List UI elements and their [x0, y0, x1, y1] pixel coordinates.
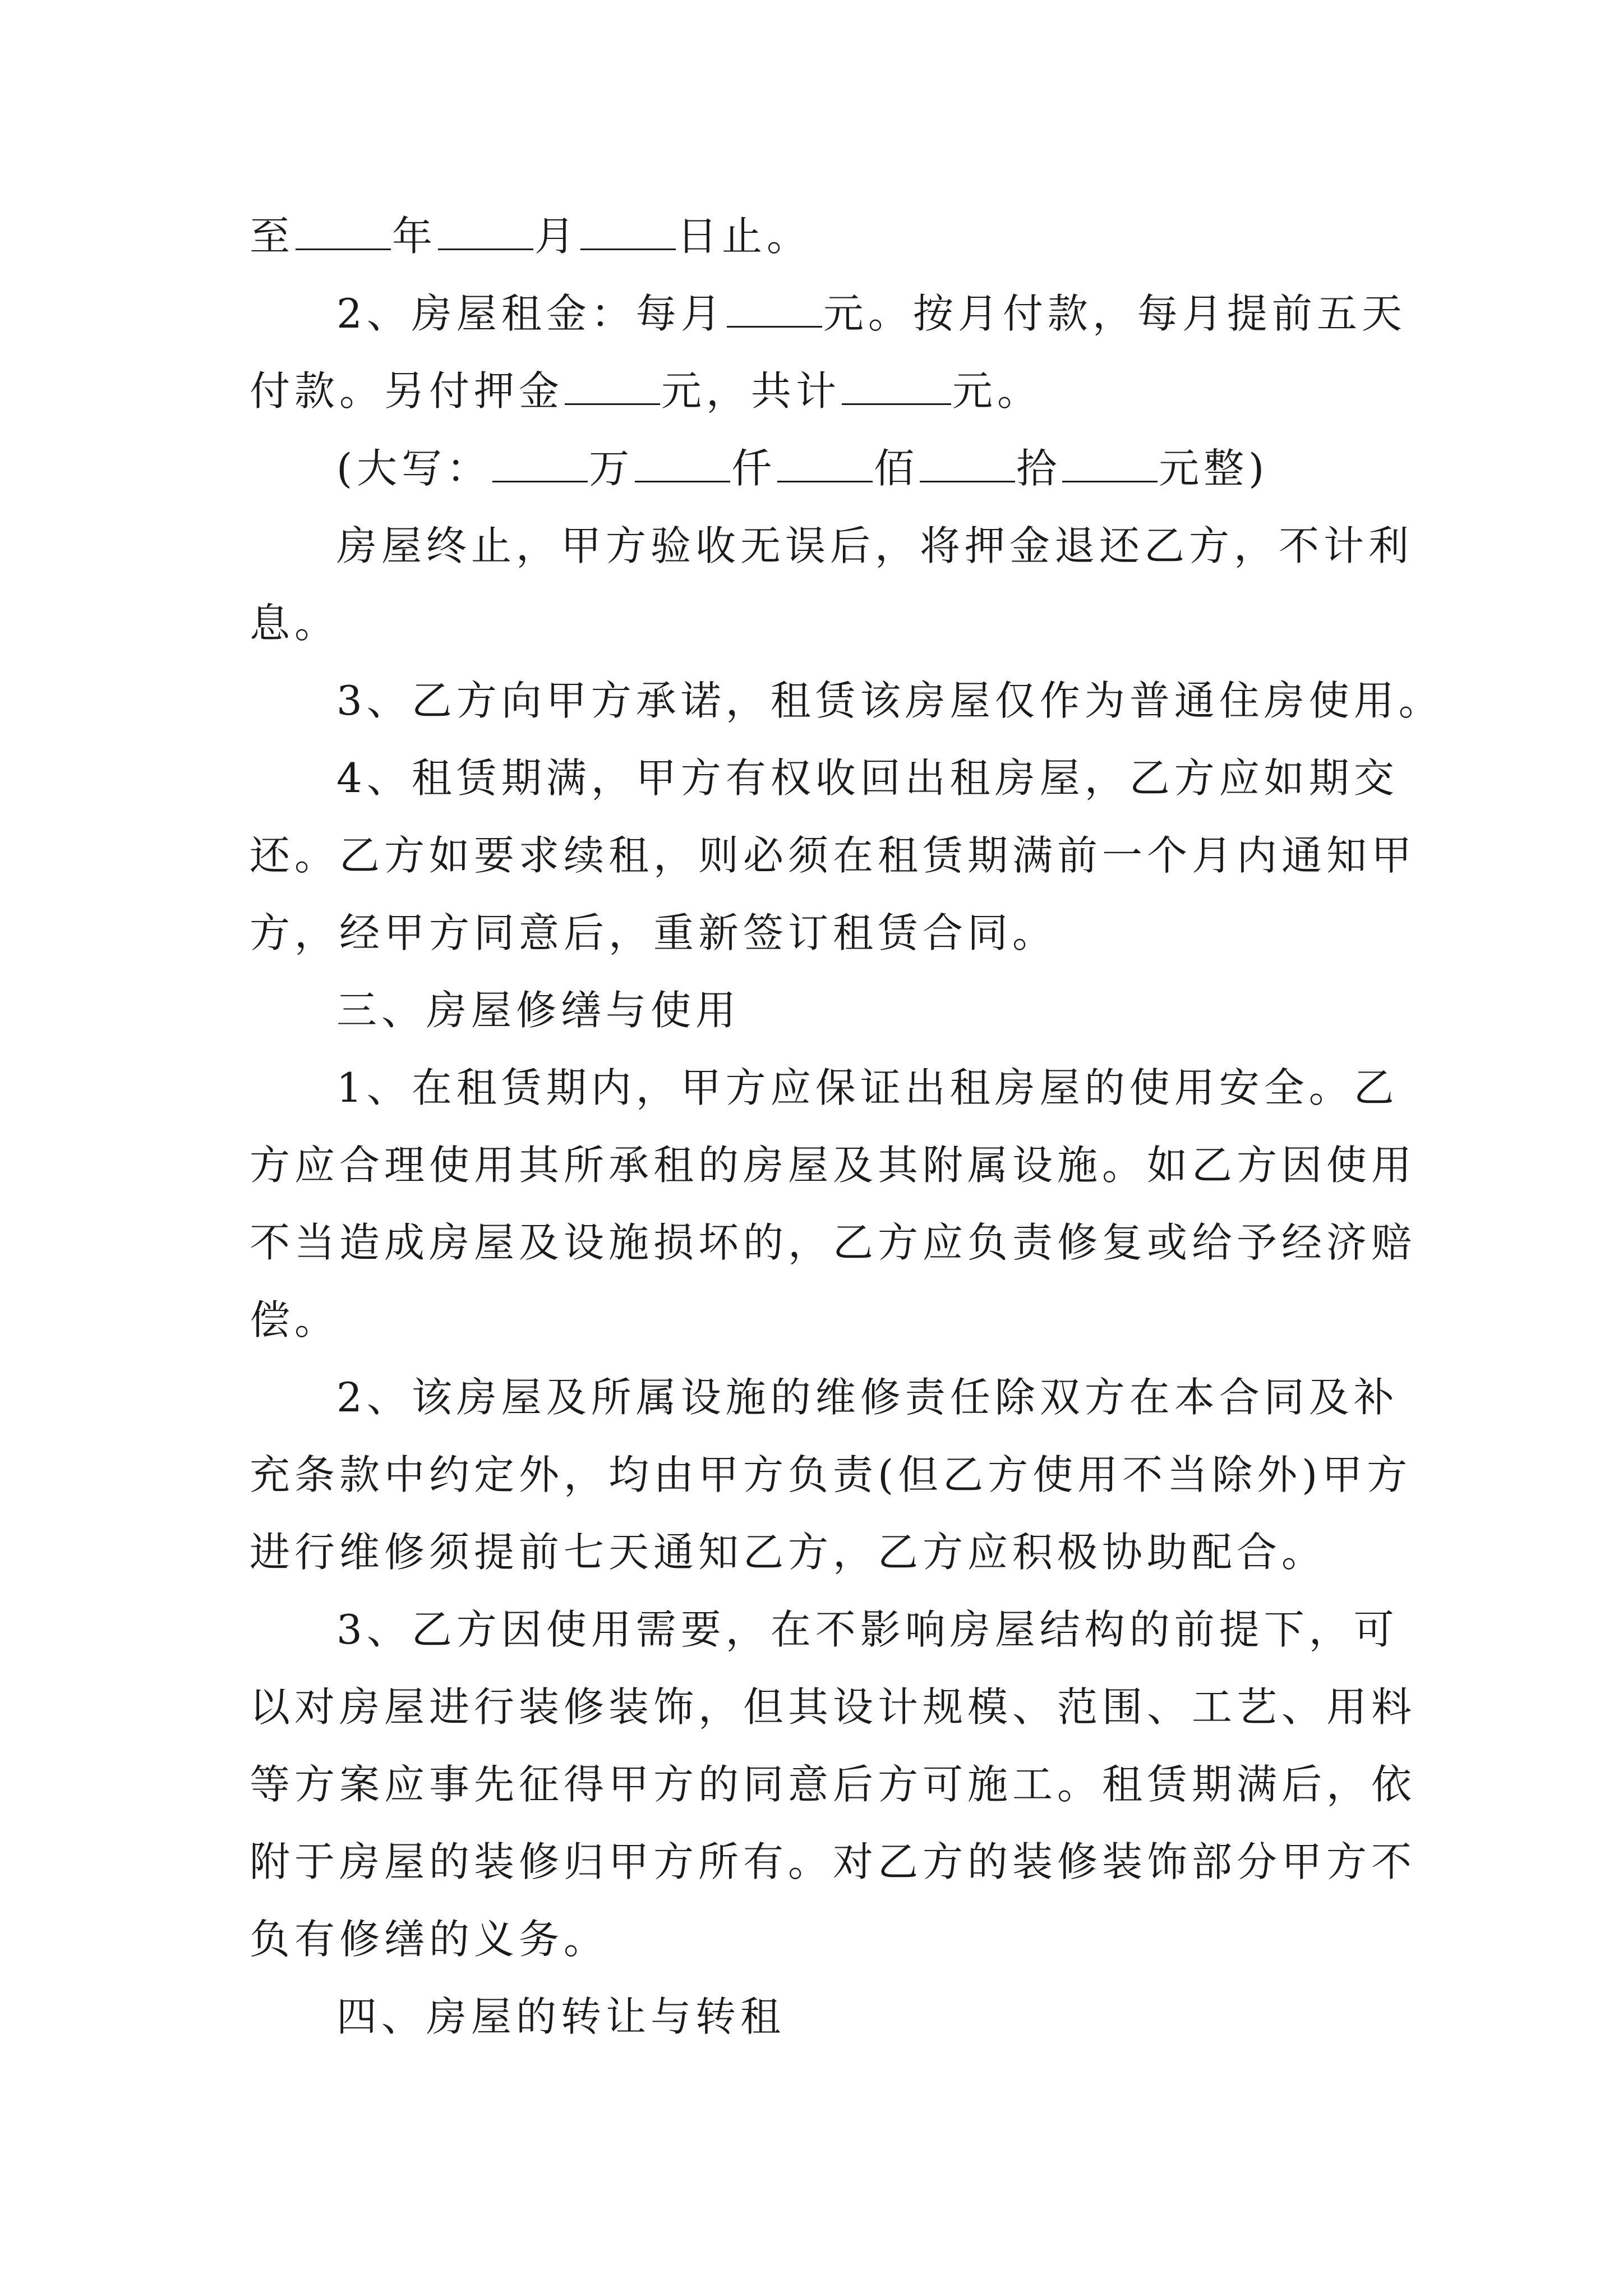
paragraph-line: 3、乙方因使用需要，在不影响房屋结构的前提下，可 [336, 1606, 1399, 1653]
paragraph-line: 还。乙方如要求续租，则必须在租赁期满前一个月内通知甲 [250, 832, 1417, 879]
fill-blank [842, 369, 951, 405]
text-segment: 年 [392, 213, 437, 260]
paragraph-line: 附于房屋的装修归甲方所有。对乙方的装修装饰部分甲方不 [250, 1838, 1417, 1885]
text-segment: 元。 [952, 367, 1043, 415]
paragraph-line: 充条款中约定外，均由甲方负责(但乙方使用不当除外)甲方 [250, 1451, 1412, 1498]
text-segment: 万 [589, 445, 634, 492]
paragraph-line [250, 430, 1405, 507]
text-segment: 元，共计 [661, 367, 841, 415]
paragraph-line: 进行维修须提前七天通知乙方，乙方应积极协助配合。 [250, 1529, 1327, 1576]
text-segment: (大写： [336, 445, 492, 492]
fill-blank [565, 369, 660, 405]
paragraph-line: 不当造成房屋及设施损坏的，乙方应负责修复或给予经济赔 [250, 1219, 1417, 1266]
text-segment: 付款。另付押金 [250, 367, 564, 415]
text-segment: 元。按月付款，每月提前五天 [823, 290, 1407, 337]
fill-blank [777, 446, 873, 482]
paragraph-line: 4、租赁期满，甲方有权收回出租房屋，乙方应如期交 [336, 754, 1399, 802]
text-segment: 至 [250, 213, 295, 260]
fill-blank [727, 291, 822, 328]
paragraph-line: 方，经甲方同意后，重新签订租赁合同。 [250, 909, 1058, 956]
paragraph-line: 偿。 [250, 1296, 340, 1343]
fill-blank [492, 446, 588, 482]
document-body [250, 197, 1444, 2055]
fill-blank [920, 446, 1015, 482]
fill-blank [296, 214, 391, 250]
text-segment: 拾 [1016, 445, 1062, 492]
paragraph-line: 3、乙方向甲方承诺，租赁该房屋仅作为普通住房使用。 [336, 677, 1444, 724]
paragraph-line: 2、该房屋及所属设施的维修责任除双方在本合同及补 [336, 1374, 1399, 1421]
fill-blank [1062, 446, 1158, 482]
paragraph-line: 负有修缮的义务。 [250, 1916, 609, 1963]
fill-blank [580, 214, 676, 250]
paragraph-line: 等方案应事先征得甲方的同意后方可施工。租赁期满后，依 [250, 1761, 1417, 1808]
paragraph-line [250, 275, 1405, 352]
paragraph-line: 以对房屋进行装修装饰，但其设计规模、范围、工艺、用料 [250, 1683, 1417, 1731]
fill-blank [635, 446, 730, 482]
fill-blank [438, 214, 533, 250]
text-segment: 仟 [731, 445, 777, 492]
text-segment: 佰 [874, 445, 919, 492]
text-segment: 2、房屋租金：每月 [336, 290, 726, 337]
text-segment: 元整) [1159, 445, 1269, 492]
section-heading: 四、房屋的转让与转租 [336, 1993, 786, 2040]
paragraph-line [250, 197, 1405, 275]
paragraph-line: 1、在租赁期内，甲方应保证出租房屋的使用安全。乙 [336, 1064, 1399, 1111]
text-segment: 日止。 [677, 213, 812, 260]
section-heading: 三、房屋修缮与使用 [336, 987, 741, 1034]
text-segment: 月 [534, 213, 580, 260]
paragraph-line: 房屋终止，甲方验收无误后，将押金退还乙方，不计利 [336, 522, 1414, 569]
paragraph-line: 方应合理使用其所承租的房屋及其附属设施。如乙方因使用 [250, 1142, 1417, 1189]
paragraph-line [250, 352, 1405, 430]
paragraph-line: 息。 [250, 600, 340, 647]
